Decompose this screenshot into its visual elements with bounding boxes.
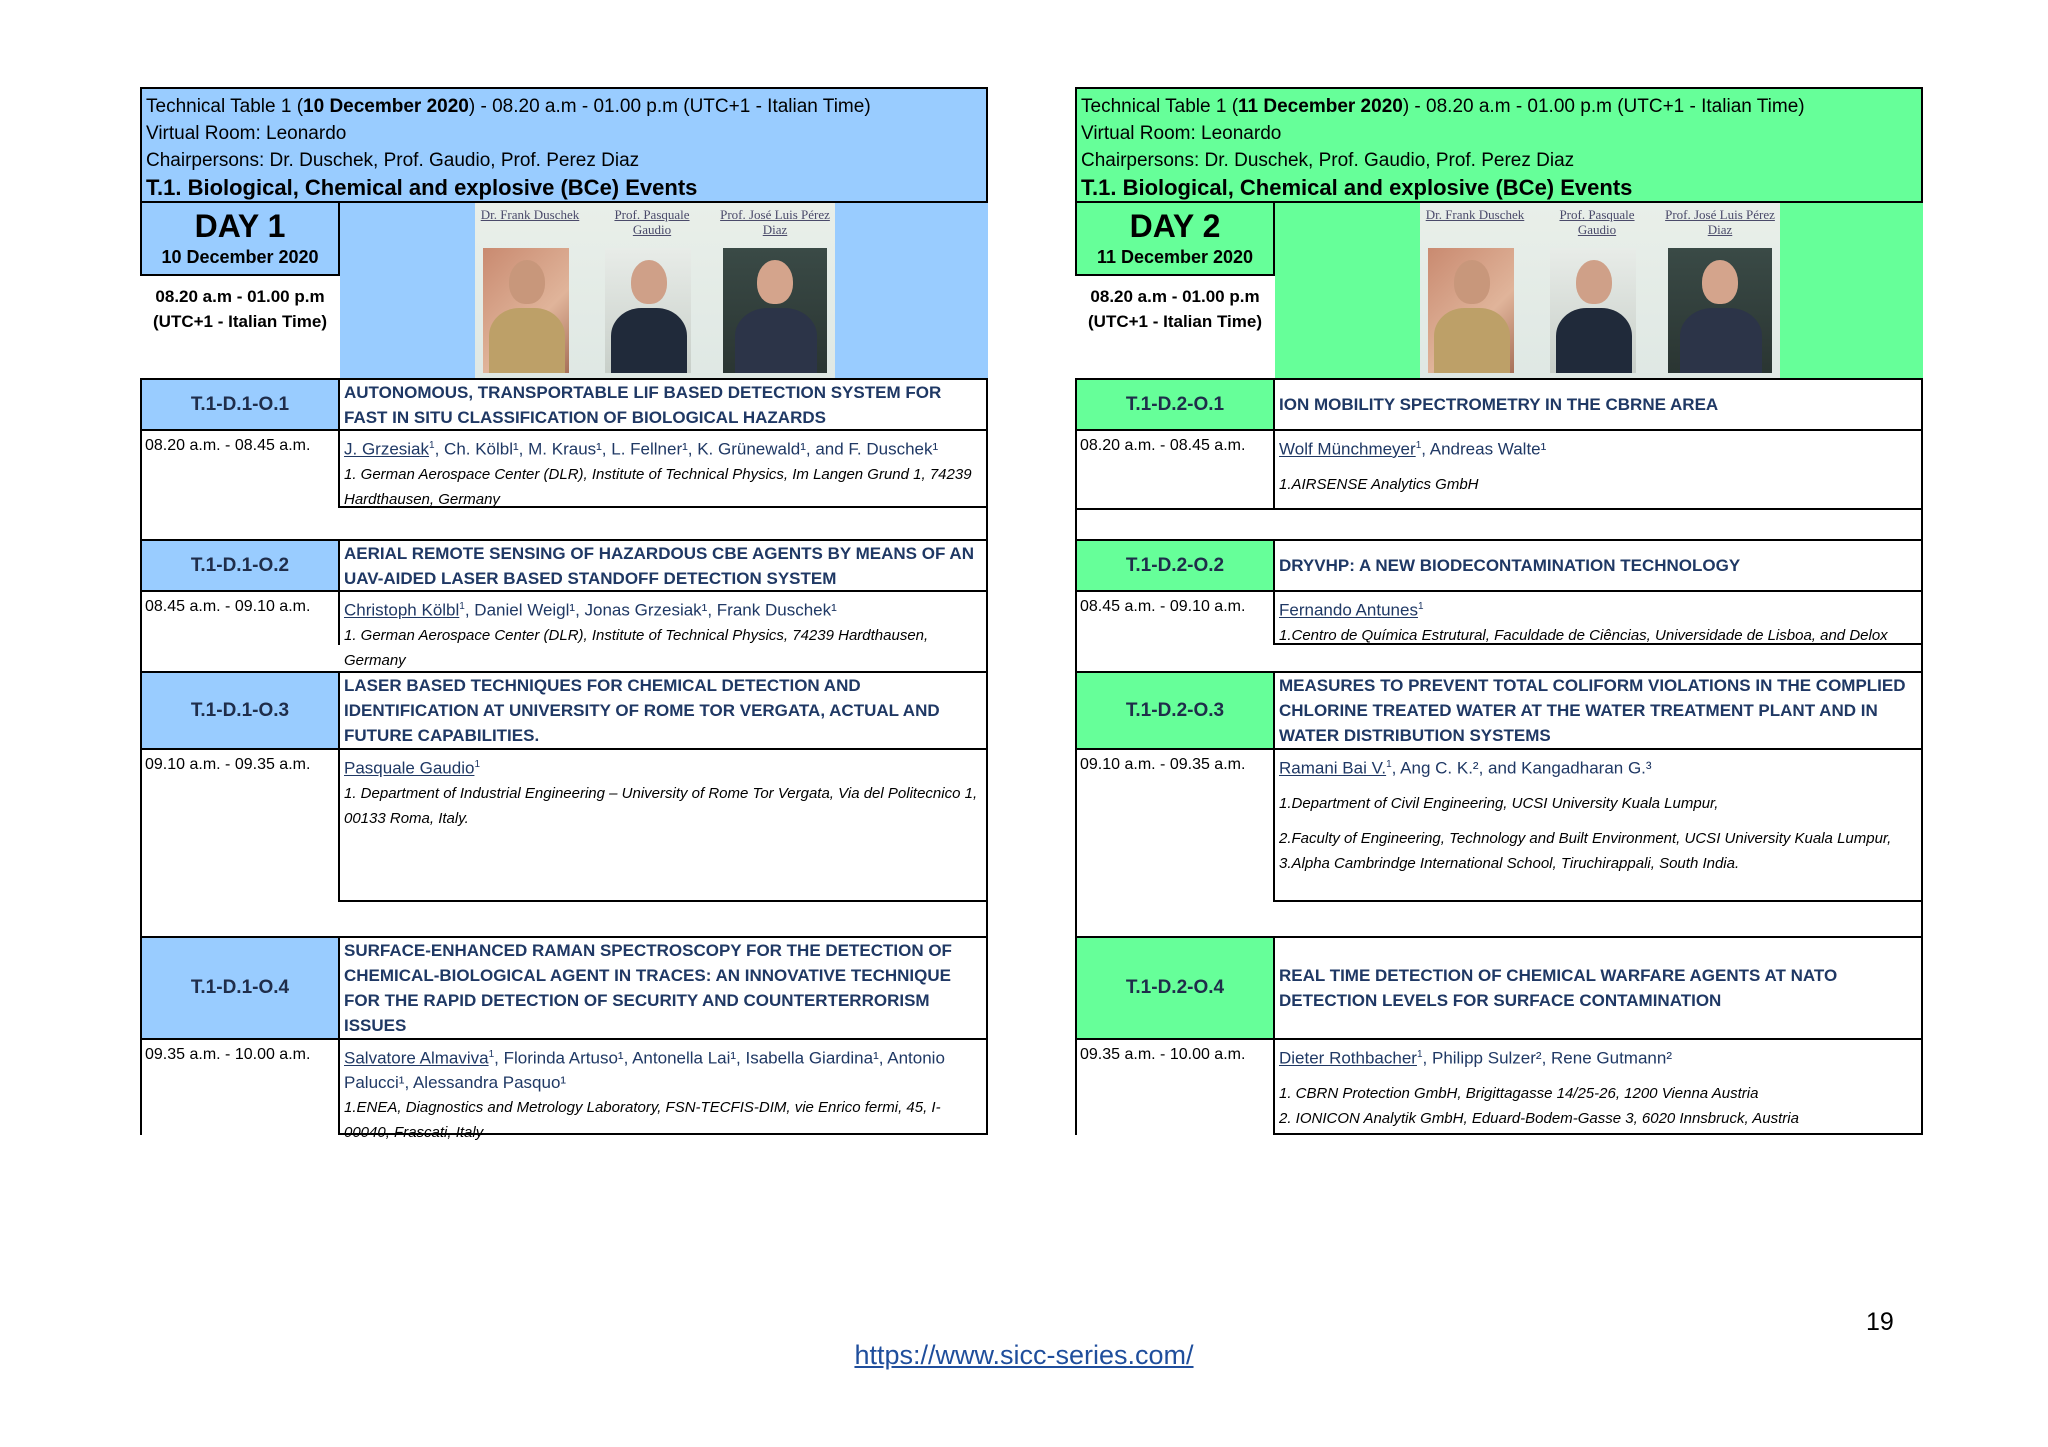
chairpersons-photos bbox=[475, 203, 835, 378]
talk-authors-cell bbox=[338, 750, 988, 902]
day2-program-table bbox=[1075, 87, 1923, 1135]
header-line1-prefix: Technical Table 1 ( bbox=[1081, 96, 1239, 117]
chairpersons: Chairpersons: Dr. Duschek, Prof. Gaudio, Prof. Perez Diaz bbox=[146, 150, 640, 171]
photo-caption-perez-diaz: Prof. José Luis Pérez Diaz bbox=[1665, 207, 1775, 237]
day-title: DAY 2 bbox=[1129, 208, 1221, 244]
affiliation: 1.AIRSENSE Analytics GmbH bbox=[1279, 475, 1479, 493]
talk-title: DRYVHP: A NEW BIODECONTAMINATION TECHNOLOGY bbox=[1273, 539, 1923, 592]
header-date: 10 December 2020 bbox=[303, 96, 469, 117]
day-date: 10 December 2020 bbox=[161, 247, 319, 267]
talk-title: SURFACE-ENHANCED RAMAN SPECTROSCOPY FOR THE DETECTION OF CHEMICAL-BIOLOGICAL AGENT IN TRACES: AN INNOVATIVE TECHNIQUE FOR THE RAPID DETECTION OF SECURITY AND COUNTERTERRORISM ISSUES bbox=[338, 936, 988, 1040]
talk-time: 09.10 a.m. - 09.35 a.m. bbox=[1075, 750, 1275, 902]
day-time: 08.20 a.m - 01.00 p.m (UTC+1 - Italian Time) bbox=[1088, 287, 1262, 331]
talk-time: 09.10 a.m. - 09.35 a.m. bbox=[140, 750, 340, 902]
photo-caption-duschek: Dr. Frank Duschek bbox=[1425, 207, 1525, 222]
day1-table-header bbox=[140, 87, 988, 203]
header-line1-suffix: ) - 08.20 a.m - 01.00 p.m (UTC+1 - Italian Time) bbox=[468, 96, 871, 117]
day2-block bbox=[1075, 203, 1923, 378]
day-date: 11 December 2020 bbox=[1096, 247, 1254, 267]
day1-program-table bbox=[140, 87, 988, 1141]
photo-duschek bbox=[483, 248, 569, 373]
talk-time: 09.35 a.m. - 10.00 a.m. bbox=[1075, 1040, 1275, 1135]
talk-row bbox=[140, 378, 988, 508]
talk-row bbox=[1075, 539, 1923, 645]
header-line1-prefix: Technical Table 1 ( bbox=[146, 96, 304, 117]
presenter-name: Dieter Rothbacher bbox=[1279, 1048, 1417, 1068]
day2-label-box bbox=[1075, 203, 1275, 276]
author-list: Pasquale Gaudio$^1$ bbox=[344, 758, 480, 778]
photo-caption-gaudio: Prof. Pasquale Gaudio bbox=[1559, 207, 1635, 237]
affiliation: 2. IONICON Analytik GmbH, Eduard-Bodem-Gasse 3, 6020 Innsbruck, Austria bbox=[1279, 1109, 1799, 1127]
talk-authors-cell bbox=[1273, 431, 1923, 508]
talk-title: MEASURES TO PREVENT TOTAL COLIFORM VIOLATIONS IN THE COMPLIED CHLORINE TREATED WATER AT THE WATER TREATMENT PLANT AND IN WATER DISTRIBUTION SYSTEMS bbox=[1273, 671, 1923, 750]
photo-caption-duschek: Dr. Frank Duschek bbox=[480, 207, 580, 222]
event-title: T.1. Biological, Chemical and explosive (BCe) Events bbox=[1081, 175, 1633, 200]
photo-gaudio bbox=[605, 248, 691, 373]
talk-time: 08.20 a.m. - 08.45 a.m. bbox=[1075, 431, 1275, 508]
presenter-name: Ramani Bai V. bbox=[1279, 758, 1387, 778]
author-list: Salvatore Almaviva$^1$, Florinda Artuso¹, Antonella Lai¹, Isabella Giardina¹, Antonio Palucci¹, Alessandra Pasquo¹ bbox=[344, 1048, 945, 1092]
presenter-name: Pasquale Gaudio bbox=[344, 758, 475, 778]
affiliation: 1. German Aerospace Center (DLR), Institute of Technical Physics, 74239 Hardthausen, Germany bbox=[344, 626, 929, 669]
header-date: 11 December 2020 bbox=[1238, 96, 1403, 117]
photo-perez-diaz bbox=[723, 248, 827, 373]
talk-title: AUTONOMOUS, TRANSPORTABLE LIF BASED DETECTION SYSTEM FOR FAST IN SITU CLASSIFICATION OF BIOLOGICAL HAZARDS bbox=[338, 378, 988, 431]
talk-authors-cell bbox=[338, 1040, 988, 1141]
affiliation: 1. Department of Industrial Engineering – University of Rome Tor Vergata, Via del Politecnico 1, 00133 Roma, Italy. bbox=[344, 784, 978, 827]
event-title: T.1. Biological, Chemical and explosive (BCe) Events bbox=[146, 175, 698, 200]
author-list: J. Grzesiak$^1$, Ch. Kölbl¹, M. Kraus¹, L. Fellner¹, K. Grünewald¹, and F. Duschek¹ bbox=[344, 439, 939, 459]
talk-authors-cell bbox=[1273, 592, 1923, 645]
talk-authors-cell bbox=[338, 431, 988, 508]
photo-caption-perez-diaz: Prof. José Luis Pérez Diaz bbox=[720, 207, 830, 237]
spacer-row bbox=[1075, 508, 1923, 539]
author-list: Dieter Rothbacher$^1$, Philipp Sulzer², Rene Gutmann² bbox=[1279, 1048, 1672, 1068]
talk-row bbox=[1075, 671, 1923, 902]
talk-time: 08.45 a.m. - 09.10 a.m. bbox=[1075, 592, 1275, 645]
page-number: 19 bbox=[1866, 1308, 1894, 1336]
talk-row bbox=[140, 936, 988, 1141]
affiliation: 1. German Aerospace Center (DLR), Institute of Technical Physics, Im Langen Grund 1, 74239 Hardthausen, Germany bbox=[344, 465, 972, 508]
talk-code: T.1-D.2-O.1 bbox=[1075, 378, 1275, 431]
author-list: Ramani Bai V.$^1$, Ang C. K.², and Kangadharan G.³ bbox=[1279, 758, 1652, 778]
day1-label-box bbox=[140, 203, 340, 276]
talk-authors-cell bbox=[338, 592, 988, 669]
spacer-row bbox=[140, 508, 988, 539]
talk-time: 08.45 a.m. - 09.10 a.m. bbox=[140, 592, 340, 645]
talk-time: 09.35 a.m. - 10.00 a.m. bbox=[140, 1040, 340, 1135]
affiliation: 2.Faculty of Engineering, Technology and Built Environment, UCSI University Kuala Lumpur, bbox=[1279, 829, 1892, 847]
photo-duschek bbox=[1428, 248, 1514, 373]
author-list: Wolf Münchmeyer$^1$, Andreas Walte¹ bbox=[1279, 439, 1547, 459]
affiliation: 1. CBRN Protection GmbH, Brigittagasse 14/25-26, 1200 Vienna Austria bbox=[1279, 1084, 1759, 1102]
affiliation: 1.ENEA, Diagnostics and Metrology Laboratory, FSN-TECFIS-DIM, vie Enrico fermi, 45, I-00040, Frascati, Italy bbox=[344, 1098, 941, 1141]
talk-title: ION MOBILITY SPECTROMETRY IN THE CBRNE AREA bbox=[1273, 378, 1923, 431]
virtual-room: Virtual Room: Leonardo bbox=[146, 123, 347, 144]
virtual-room: Virtual Room: Leonardo bbox=[1081, 123, 1282, 144]
spacer-row bbox=[140, 645, 988, 671]
spacer-row bbox=[140, 902, 988, 936]
talk-code: T.1-D.2-O.3 bbox=[1075, 671, 1275, 750]
photo-caption-gaudio: Prof. Pasquale Gaudio bbox=[614, 207, 690, 237]
spacer-row bbox=[1075, 645, 1923, 671]
presenter-name: Christoph Kölbl bbox=[344, 600, 460, 620]
author-list: Christoph Kölbl$^1$, Daniel Weigl¹, Jonas Grzesiak¹, Frank Duschek¹ bbox=[344, 600, 837, 620]
spacer-row bbox=[1075, 902, 1923, 936]
talk-title: LASER BASED TECHNIQUES FOR CHEMICAL DETECTION AND IDENTIFICATION AT UNIVERSITY OF ROME TOR VERGATA, ACTUAL AND FUTURE CAPABILITIES. bbox=[338, 671, 988, 750]
day2-table-header bbox=[1075, 87, 1923, 203]
photo-gaudio bbox=[1550, 248, 1636, 373]
presenter-name: Salvatore Almaviva bbox=[344, 1048, 489, 1068]
talk-authors-cell bbox=[1273, 1040, 1923, 1135]
talk-row bbox=[1075, 936, 1923, 1135]
author-list: Fernando Antunes$^1$ bbox=[1279, 600, 1424, 620]
talk-code: T.1-D.2-O.2 bbox=[1075, 539, 1275, 592]
talk-title: REAL TIME DETECTION OF CHEMICAL WARFARE AGENTS AT NATO DETECTION LEVELS FOR SURFACE CONTAMINATION bbox=[1273, 936, 1923, 1040]
talk-row bbox=[140, 671, 988, 902]
talk-row bbox=[140, 539, 988, 669]
affiliation: 3.Alpha Cambrindge International School, Tiruchirappali, South India. bbox=[1279, 854, 1740, 872]
chairpersons-photo-area bbox=[1275, 203, 1923, 378]
talk-code: T.1-D.2-O.4 bbox=[1075, 936, 1275, 1040]
chairpersons-photo-area bbox=[340, 203, 988, 378]
talk-title: AERIAL REMOTE SENSING OF HAZARDOUS CBE AGENTS BY MEANS OF AN UAV-AIDED LASER BASED STANDOFF DETECTION SYSTEM bbox=[338, 539, 988, 592]
presenter-name: Wolf Münchmeyer bbox=[1279, 439, 1416, 459]
affiliation: 1.Centro de Química Estrutural, Faculdade de Ciências, Universidade de Lisboa, and Delox bbox=[1279, 626, 1888, 644]
presenter-name: J. Grzesiak bbox=[344, 439, 430, 459]
talk-row bbox=[1075, 378, 1923, 508]
talk-time: 08.20 a.m. - 08.45 a.m. bbox=[140, 431, 340, 508]
chairpersons-photos bbox=[1420, 203, 1780, 378]
header-line1-suffix: ) - 08.20 a.m - 01.00 p.m (UTC+1 - Italian Time) bbox=[1402, 96, 1805, 117]
photo-perez-diaz bbox=[1668, 248, 1772, 373]
talk-code: T.1-D.1-O.4 bbox=[140, 936, 340, 1040]
talk-authors-cell bbox=[1273, 750, 1923, 902]
talk-code: T.1-D.1-O.1 bbox=[140, 378, 340, 431]
day1-block bbox=[140, 203, 988, 378]
affiliation: 1.Department of Civil Engineering, UCSI University Kuala Lumpur, bbox=[1279, 794, 1719, 812]
talk-code: T.1-D.1-O.2 bbox=[140, 539, 340, 592]
talk-code: T.1-D.1-O.3 bbox=[140, 671, 340, 750]
chairpersons: Chairpersons: Dr. Duschek, Prof. Gaudio, Prof. Perez Diaz bbox=[1081, 150, 1575, 171]
footer-website-link[interactable]: https://www.sicc-series.com/ bbox=[854, 1340, 1194, 1370]
day-time: 08.20 a.m - 01.00 p.m (UTC+1 - Italian Time) bbox=[153, 287, 327, 331]
presenter-name: Fernando Antunes bbox=[1279, 600, 1418, 620]
day-title: DAY 1 bbox=[194, 208, 286, 244]
